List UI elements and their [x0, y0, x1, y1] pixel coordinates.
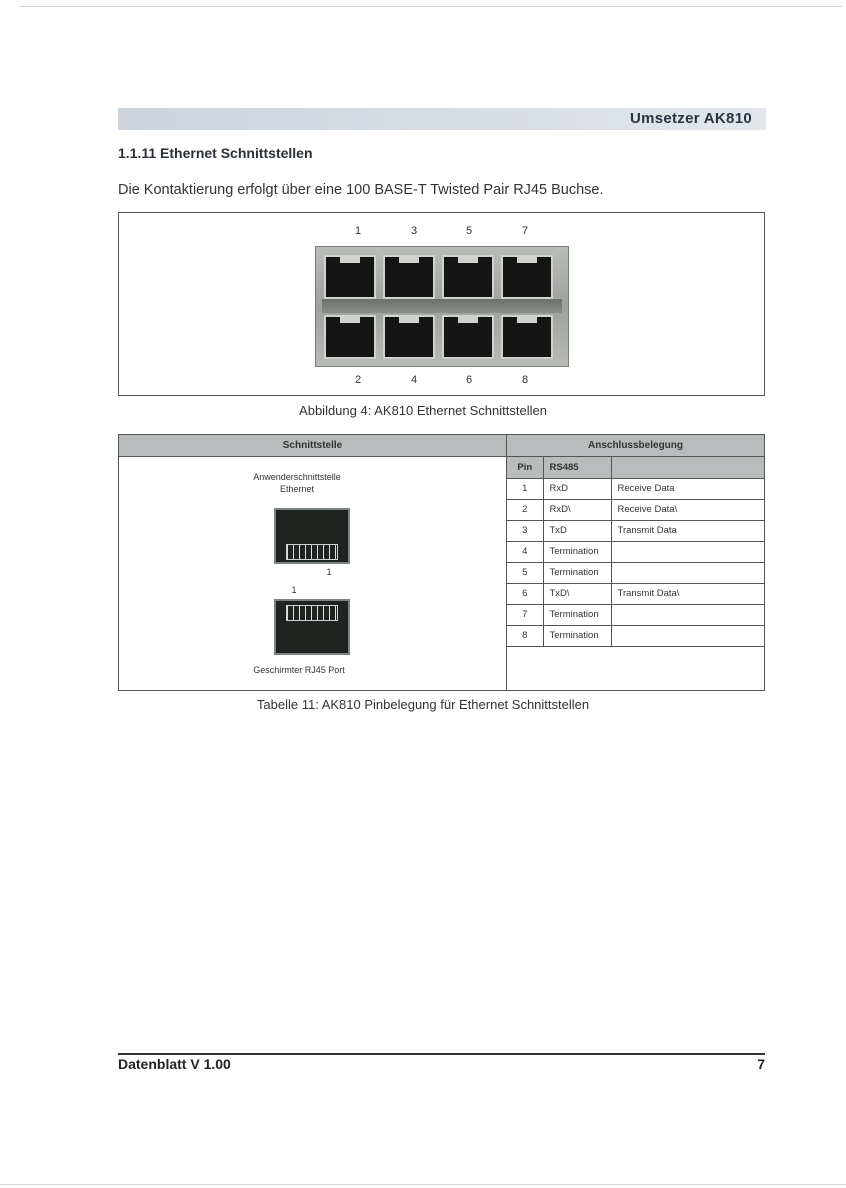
section-title: 1.1.11 Ethernet Schnittstellen [118, 145, 313, 161]
footer-document-version: Datenblatt V 1.00 [118, 1056, 231, 1072]
table-row [507, 562, 764, 583]
pin-cell: 5 [507, 562, 543, 583]
pin-cell: 1 [507, 478, 543, 499]
pin-marker: 1 [326, 567, 332, 577]
signal-cell: Termination [543, 562, 611, 583]
rj45-port-icon [274, 508, 350, 564]
figure-caption: Abbildung 4: AK810 Ethernet Schnittstellen [299, 403, 547, 418]
rj45-port-icon [442, 255, 494, 299]
pin-cell: 7 [507, 604, 543, 625]
page-number: 7 [757, 1056, 765, 1072]
description-column-header [611, 457, 764, 478]
rj45-port-icon [383, 255, 435, 299]
rj45-port-icon [324, 255, 376, 299]
interface-title: Anwenderschnittstelle [253, 472, 341, 482]
pin-table [507, 457, 764, 647]
pin-table-header [507, 457, 764, 478]
signal-cell: TxD [543, 520, 611, 541]
pin-cell: 6 [507, 583, 543, 604]
bottom-pin-label: 2 [354, 374, 362, 386]
signal-cell: Termination [543, 604, 611, 625]
top-pin-label: 5 [465, 225, 473, 237]
desc-cell [611, 625, 764, 646]
pin-column-header: Pin [507, 457, 543, 478]
desc-cell [611, 604, 764, 625]
bottom-pin-label: 8 [521, 374, 529, 386]
pin-cell: 8 [507, 625, 543, 646]
rj45-port-icon [501, 315, 553, 359]
signal-cell: Termination [543, 625, 611, 646]
signal-cell: Termination [543, 541, 611, 562]
top-pin-label: 7 [521, 225, 529, 237]
table-caption: Tabelle 11: AK810 Pinbelegung für Ethernet Schnittstellen [256, 697, 590, 712]
desc-cell: Transmit Data\ [611, 583, 764, 604]
top-border [20, 6, 842, 7]
rj45-port-icon [442, 315, 494, 359]
desc-cell [611, 541, 764, 562]
table-row [507, 583, 764, 604]
desc-cell [611, 562, 764, 583]
signal-cell: RxD\ [543, 499, 611, 520]
rj45-port-icon [383, 315, 435, 359]
port-contacts [286, 544, 338, 560]
table-row [507, 625, 764, 646]
pin-cell: 2 [507, 499, 543, 520]
signal-column-header: RS485 [543, 457, 611, 478]
interface-header: Schnittstelle [119, 435, 507, 457]
bottom-pin-label: 4 [410, 374, 418, 386]
table-row [507, 499, 764, 520]
signal-cell: RxD [543, 478, 611, 499]
bottom-pin-label: 6 [465, 374, 473, 386]
header-bar [118, 108, 766, 130]
table-row [507, 604, 764, 625]
top-pin-label: 3 [410, 225, 418, 237]
rj45-port-icon [324, 315, 376, 359]
pin-cell: 4 [507, 541, 543, 562]
rj45-port-icon [501, 255, 553, 299]
table-row [507, 520, 764, 541]
figure-box [118, 212, 765, 396]
port-separator [322, 299, 562, 313]
bottom-border [0, 1184, 846, 1185]
rj45-port-icon [274, 599, 350, 655]
interface-subtitle: Ethernet [279, 484, 315, 494]
footer-divider [118, 1053, 765, 1055]
pinout-table [118, 434, 765, 691]
pin-cell: 3 [507, 520, 543, 541]
desc-cell: Transmit Data [611, 520, 764, 541]
table-row [507, 478, 764, 499]
port-label: Geschirmter RJ45 Port [253, 665, 345, 675]
rj45-port-block-image [315, 246, 569, 367]
desc-cell: Receive Data\ [611, 499, 764, 520]
port-contacts [286, 605, 338, 621]
pin-marker: 1 [291, 585, 297, 595]
desc-cell: Receive Data [611, 478, 764, 499]
signal-cell: TxD\ [543, 583, 611, 604]
intro-text: Die Kontaktierung erfolgt über eine 100 BASE-T Twisted Pair RJ45 Buchse. [118, 182, 604, 198]
pin-assignment-header: Anschlussbelegung [507, 435, 764, 457]
top-pin-label: 1 [354, 225, 362, 237]
header-title: Umsetzer AK810 [629, 110, 752, 127]
table-row [507, 541, 764, 562]
